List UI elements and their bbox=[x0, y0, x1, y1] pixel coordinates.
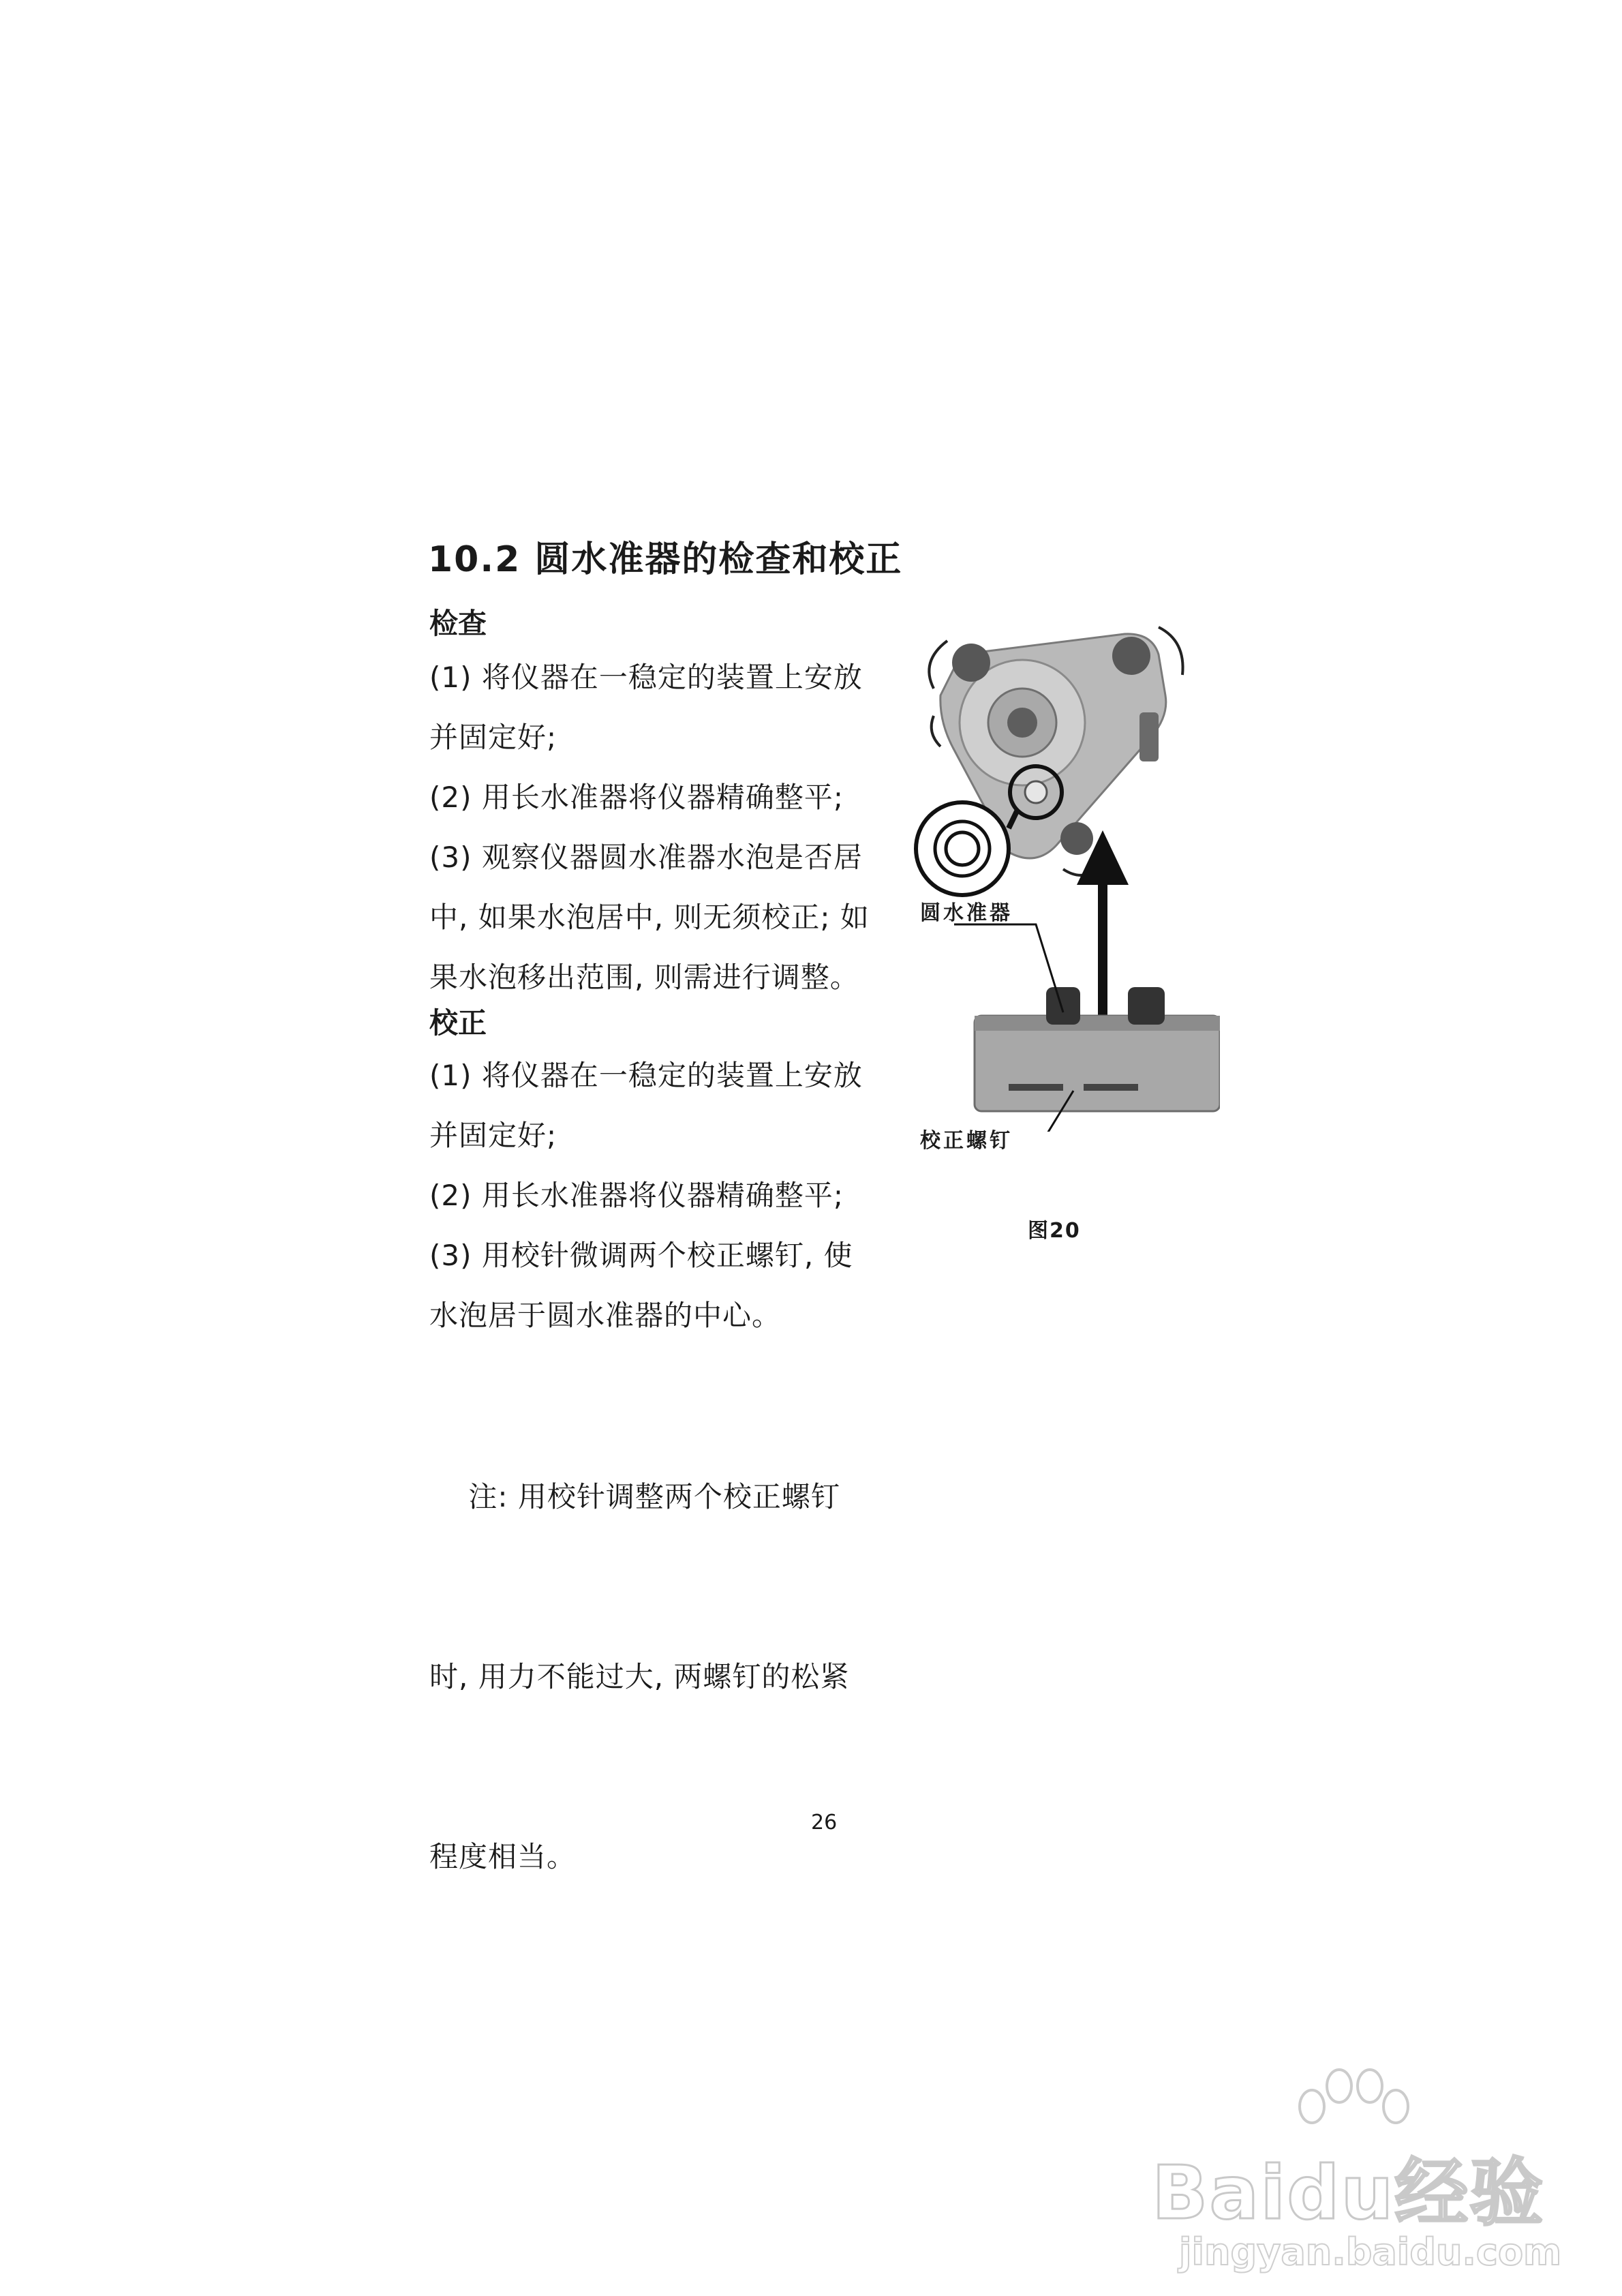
page-number: 26 bbox=[811, 1811, 838, 1834]
text-line: 果水泡移出范围, 则需进行调整。 bbox=[429, 961, 859, 994]
baidu-watermark bbox=[1152, 2059, 1602, 2284]
clamp-knob bbox=[1139, 712, 1159, 761]
text-line: (2) 用长水准器将仪器精确整平; bbox=[429, 1179, 844, 1212]
inspection-step-1 bbox=[429, 648, 866, 768]
watermark-url: jingyan.baidu.com bbox=[1179, 2231, 1562, 2274]
tribrach-center bbox=[1007, 708, 1037, 738]
text-line: 程度相当。 bbox=[429, 1840, 577, 1873]
text-line: (3) 用校针微调两个校正螺钉, 使 bbox=[429, 1239, 853, 1272]
label-adjust-screw: 校正螺钉 bbox=[920, 1129, 1013, 1153]
rotate-arrow-icon bbox=[932, 716, 940, 746]
instrument-illustration bbox=[906, 614, 1220, 1132]
correction-note bbox=[429, 1347, 866, 1947]
text-line: 时, 用力不能过大, 两螺钉的松紧 bbox=[429, 1660, 850, 1693]
adjust-screw-knob bbox=[1046, 987, 1080, 1025]
text-line: 并固定好; bbox=[429, 721, 557, 754]
correction-step-3 bbox=[429, 1226, 866, 1346]
adjust-screw-knob bbox=[1128, 987, 1165, 1025]
text-line: (1) 将仪器在一稳定的装置上安放 bbox=[429, 661, 863, 694]
correction-step-2 bbox=[429, 1166, 866, 1226]
base-slot bbox=[1084, 1084, 1138, 1091]
text-line: 水泡居于圆水准器的中心。 bbox=[429, 1299, 782, 1332]
inspection-step-3 bbox=[429, 828, 870, 1008]
rotate-arrow-icon bbox=[929, 641, 947, 689]
correction-heading: 校正 bbox=[429, 1006, 487, 1040]
text-line: 注: 用校针调整两个校正螺钉 bbox=[429, 1480, 840, 1513]
label-circular-level: 圆水准器 bbox=[920, 901, 1013, 925]
rotate-arrow-icon bbox=[1159, 627, 1183, 675]
base-top-edge bbox=[975, 1016, 1220, 1031]
bubble-zoom-icon bbox=[916, 802, 1009, 895]
text-line: 并固定好; bbox=[429, 1119, 557, 1152]
figure-caption: 图20 bbox=[1028, 1219, 1081, 1243]
inspection-heading: 检查 bbox=[429, 607, 487, 640]
section-title: 10.2 圆水准器的检查和校正 bbox=[428, 539, 903, 580]
correction-step-1 bbox=[429, 1046, 866, 1166]
text-line: (3) 观察仪器圆水准器水泡是否居 bbox=[429, 841, 863, 874]
circular-level-vial bbox=[1025, 781, 1047, 803]
text-line: 中, 如果水泡居中, 则无须校正; 如 bbox=[429, 901, 870, 934]
watermark-brand: Baidu经验 bbox=[1152, 2151, 1545, 2236]
base-slot bbox=[1009, 1084, 1063, 1091]
foot-screw bbox=[1112, 637, 1150, 675]
text-line: (2) 用长水准器将仪器精确整平; bbox=[429, 781, 844, 814]
foot-screw bbox=[952, 644, 990, 682]
figure-20 bbox=[906, 614, 1220, 1153]
foot-screw bbox=[1060, 822, 1093, 855]
text-line: (1) 将仪器在一稳定的装置上安放 bbox=[429, 1059, 863, 1092]
inspection-step-2 bbox=[429, 768, 866, 828]
